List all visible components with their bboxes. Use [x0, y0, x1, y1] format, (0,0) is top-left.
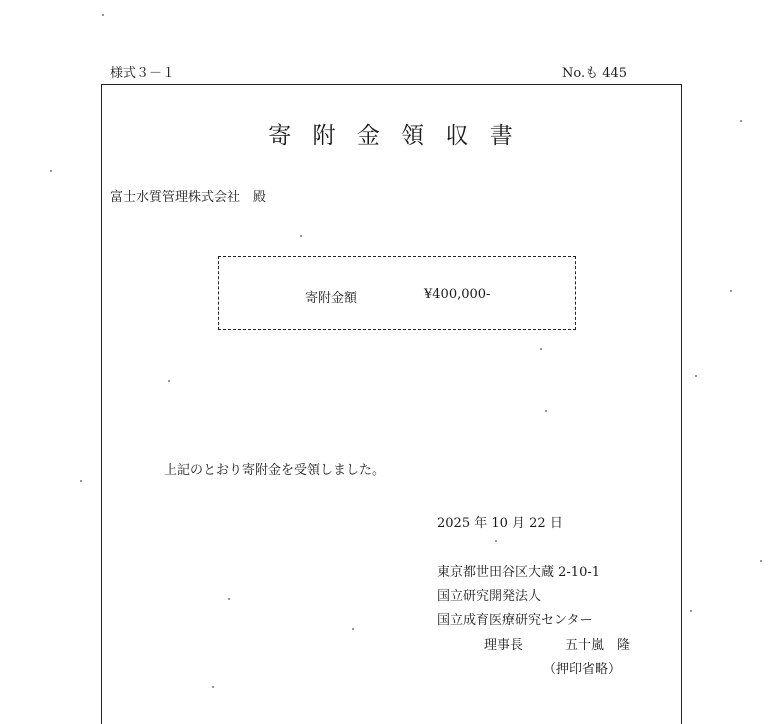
form-number: 様式３－１ — [110, 66, 176, 81]
scan-speck — [540, 348, 542, 350]
scan-speck — [80, 480, 82, 482]
scan-speck — [102, 14, 104, 16]
receipt-date: 2025 年 10 月 22 日 — [437, 516, 563, 531]
scan-speck — [168, 380, 170, 382]
scan-speck — [300, 235, 302, 237]
scan-speck — [212, 686, 214, 688]
amount-box — [218, 256, 576, 330]
document-title: 寄 附 金 領 収 書 — [268, 123, 515, 149]
scan-speck — [495, 540, 497, 542]
amount-value: ¥400,000- — [424, 287, 491, 302]
serial-number: No.も 445 — [562, 66, 628, 81]
scan-speck — [695, 375, 697, 377]
issuer-address: 東京都世田谷区大蔵 2-10-1 — [437, 565, 601, 580]
scan-speck — [760, 560, 762, 562]
issuer-position: 理事長 — [484, 638, 524, 653]
recipient-line: 富士水質管理株式会社 殿 — [110, 190, 267, 205]
scan-speck — [690, 610, 692, 612]
scan-speck — [730, 290, 732, 292]
issuer-org-type: 国立研究開発法人 — [437, 589, 542, 604]
issuer-org-name: 国立成育医療研究センター — [437, 613, 593, 628]
issuer-name: 五十嵐 隆 — [565, 638, 631, 653]
scan-speck — [228, 598, 230, 600]
amount-label: 寄附金額 — [305, 291, 358, 306]
scan-speck — [740, 120, 742, 122]
seal-omitted-note: （押印省略） — [543, 662, 622, 677]
acknowledgement-text: 上記のとおり寄附金を受領しました。 — [164, 463, 386, 478]
scan-speck — [545, 410, 547, 412]
scan-speck — [50, 170, 52, 172]
scan-speck — [352, 628, 354, 630]
receipt-frame — [101, 84, 682, 724]
